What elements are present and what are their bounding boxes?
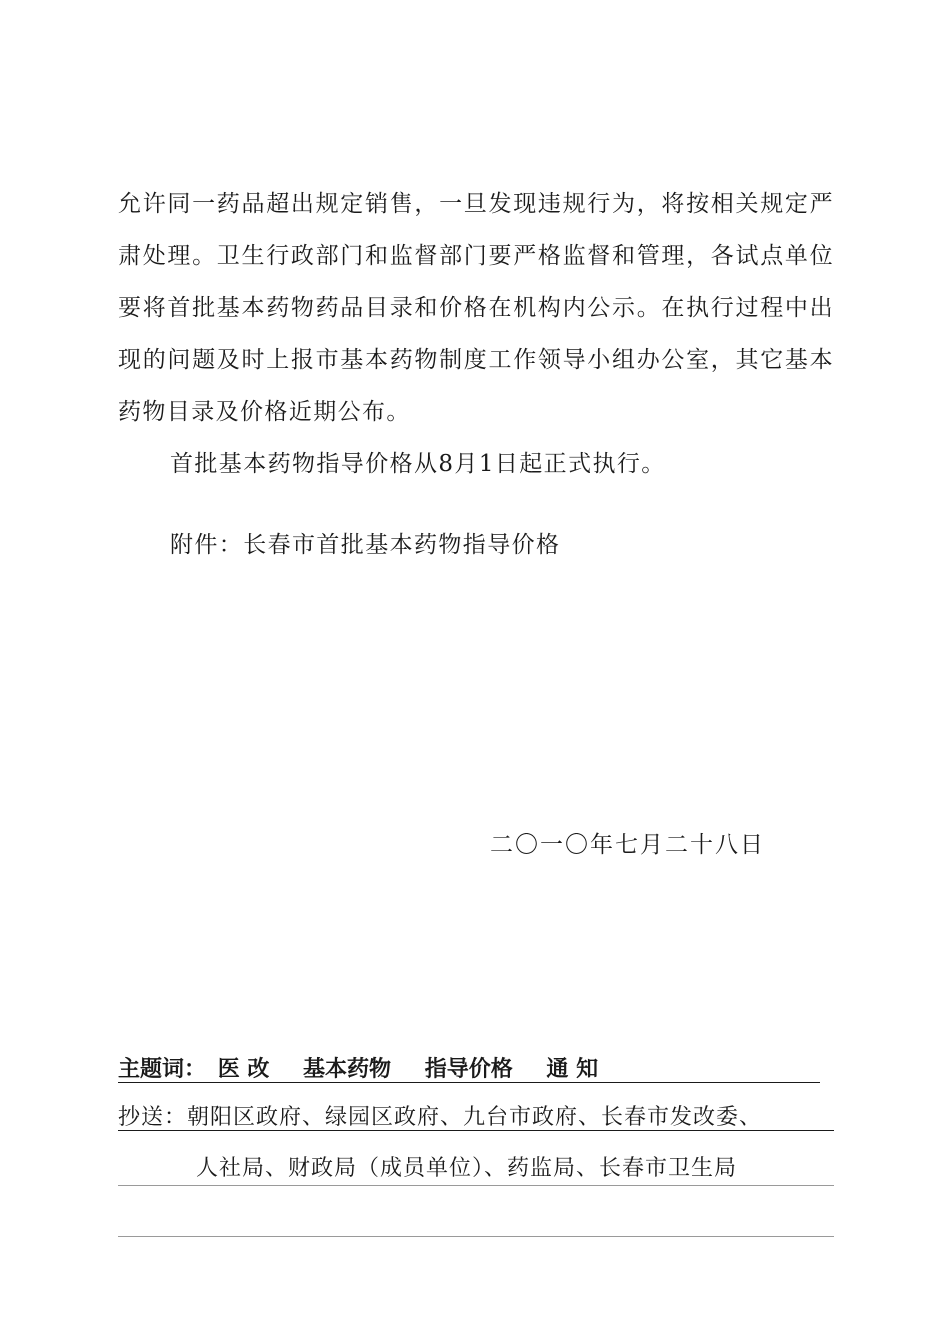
- subject-term: 通 知: [546, 1057, 599, 1082]
- subject-term: 医 改: [217, 1057, 270, 1082]
- subject-label: 主题词：: [118, 1057, 207, 1082]
- cc-line-2: 人社局、财政局（成员单位）、药监局、长春市卫生局: [196, 1156, 738, 1181]
- subject-term: 基本药物: [303, 1057, 392, 1082]
- cc-line-1: 抄送：朝阳区政府、绿园区政府、九台市政府、长春市发改委、: [118, 1100, 834, 1131]
- body-paragraph-1: 允许同一药品超出规定销售，一旦发现违规行为，将按相关规定严肃处理。卫生行政部门和监督部门要严格监督和管理，各试点单位要将首批基本药物药品目录和价格在机构内公示。在执行过程中出现的问题及时上报市基本药物制度工作领导小组办公室，其它基本药物目录及价格近期公布。: [118, 191, 834, 425]
- divider-line: [118, 1236, 834, 1237]
- attachment-line: 附件：长春市首批基本药物指导价格: [170, 532, 561, 558]
- cc-distribution: [118, 1100, 834, 1187]
- issue-date: 二〇一〇年七月二十八日: [490, 832, 765, 858]
- subject-keywords: [118, 1052, 820, 1083]
- body-paragraph-2: 首批基本药物指导价格从8月1日起正式执行。: [170, 451, 666, 477]
- divider-line: [118, 1185, 834, 1186]
- body-text: [118, 178, 834, 490]
- subject-term: 指导价格: [424, 1057, 513, 1082]
